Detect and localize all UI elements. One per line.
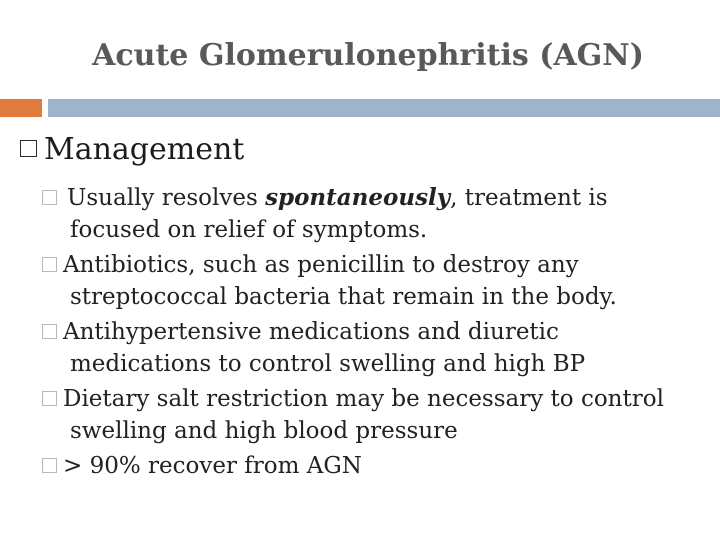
item-text: , treatment is xyxy=(450,185,608,211)
item-emphasis: spontaneously xyxy=(265,184,451,211)
section-heading: Management xyxy=(44,132,245,167)
item-text: Antibiotics, such as penicillin to destroy any xyxy=(63,252,579,278)
title-divider-bar xyxy=(48,99,720,117)
list-item xyxy=(42,249,712,313)
square-bullet-icon xyxy=(42,324,57,339)
item-text-continuation: medications to control swelling and high BP xyxy=(70,351,586,377)
square-bullet-icon xyxy=(42,391,57,406)
list-item xyxy=(42,316,712,380)
item-text: Dietary salt restriction may be necessary to control xyxy=(63,386,664,412)
heading-bullet-row xyxy=(20,132,244,167)
item-text: Antihypertensive medications and diuretic xyxy=(63,319,559,345)
item-text: Usually resolves xyxy=(67,185,266,211)
square-bullet-icon xyxy=(42,257,57,272)
square-bullet-icon xyxy=(20,140,37,157)
item-text: > 90% recover from AGN xyxy=(63,453,362,479)
square-bullet-icon xyxy=(42,190,57,205)
slide-title: Acute Glomerulonephritis (AGN) xyxy=(92,38,644,73)
bullet-list xyxy=(42,182,712,485)
item-text-continuation: streptococcal bacteria that remain in the body. xyxy=(70,284,617,310)
list-item xyxy=(42,383,712,447)
list-item xyxy=(42,450,712,482)
list-item xyxy=(42,182,712,246)
item-text-continuation: focused on relief of symptoms. xyxy=(70,217,428,243)
accent-bar xyxy=(0,99,42,117)
item-text-continuation: swelling and high blood pressure xyxy=(70,418,458,444)
square-bullet-icon xyxy=(42,458,57,473)
